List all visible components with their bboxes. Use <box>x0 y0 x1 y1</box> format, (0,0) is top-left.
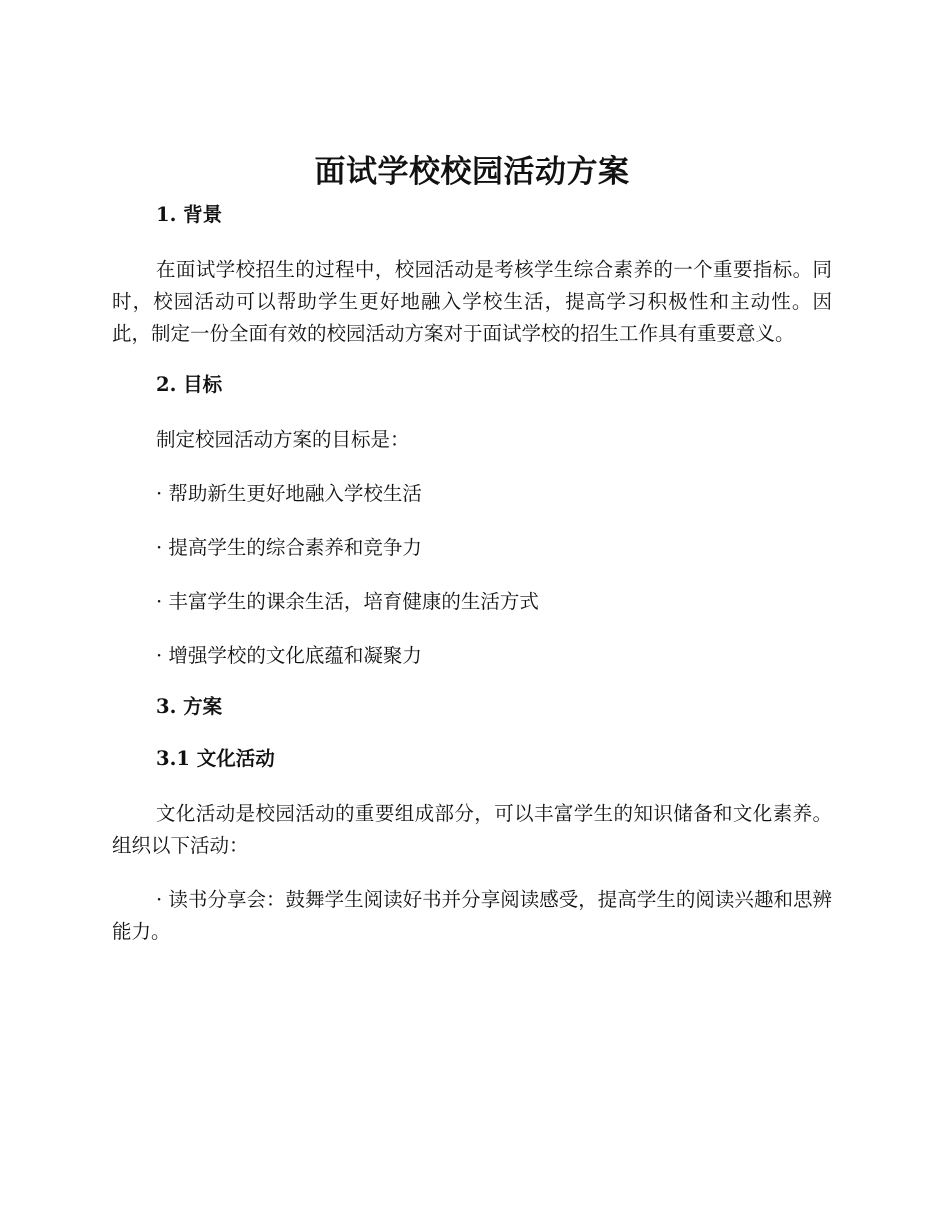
culture-item: · 读书分享会：鼓舞学生阅读好书并分享阅读感受，提高学生的阅读兴趣和思辨能力。 <box>112 888 832 943</box>
goal-item: · 提高学生的综合素养和竞争力 <box>156 536 422 559</box>
section-heading-plan: 3. 方案 <box>156 695 223 718</box>
goal-item: · 帮助新生更好地融入学校生活 <box>156 482 422 505</box>
section-heading-goals: 2. 目标 <box>156 373 223 396</box>
subsection-heading-culture: 3.1 文化活动 <box>156 747 275 770</box>
document-page <box>112 148 832 970</box>
background-paragraph: 在面试学校招生的过程中，校园活动是考核学生综合素养的一个重要指标。同时，校园活动可以帮助学生更好地融入学校生活，提高学习积极性和主动性。因此，制定一份全面有效的校园活动方案对于面试学校的招生工作具有重要意义。 <box>112 258 832 345</box>
goal-item: · 丰富学生的课余生活，培育健康的生活方式 <box>156 590 539 613</box>
goals-intro: 制定校园活动方案的目标是： <box>156 428 410 451</box>
document-title: 面试学校校园活动方案 <box>314 154 630 190</box>
section-heading-background: 1. 背景 <box>156 203 223 226</box>
goal-item: · 增强学校的文化底蕴和凝聚力 <box>156 644 422 667</box>
culture-paragraph: 文化活动是校园活动的重要组成部分，可以丰富学生的知识储备和文化素养。组织以下活动： <box>112 802 832 857</box>
